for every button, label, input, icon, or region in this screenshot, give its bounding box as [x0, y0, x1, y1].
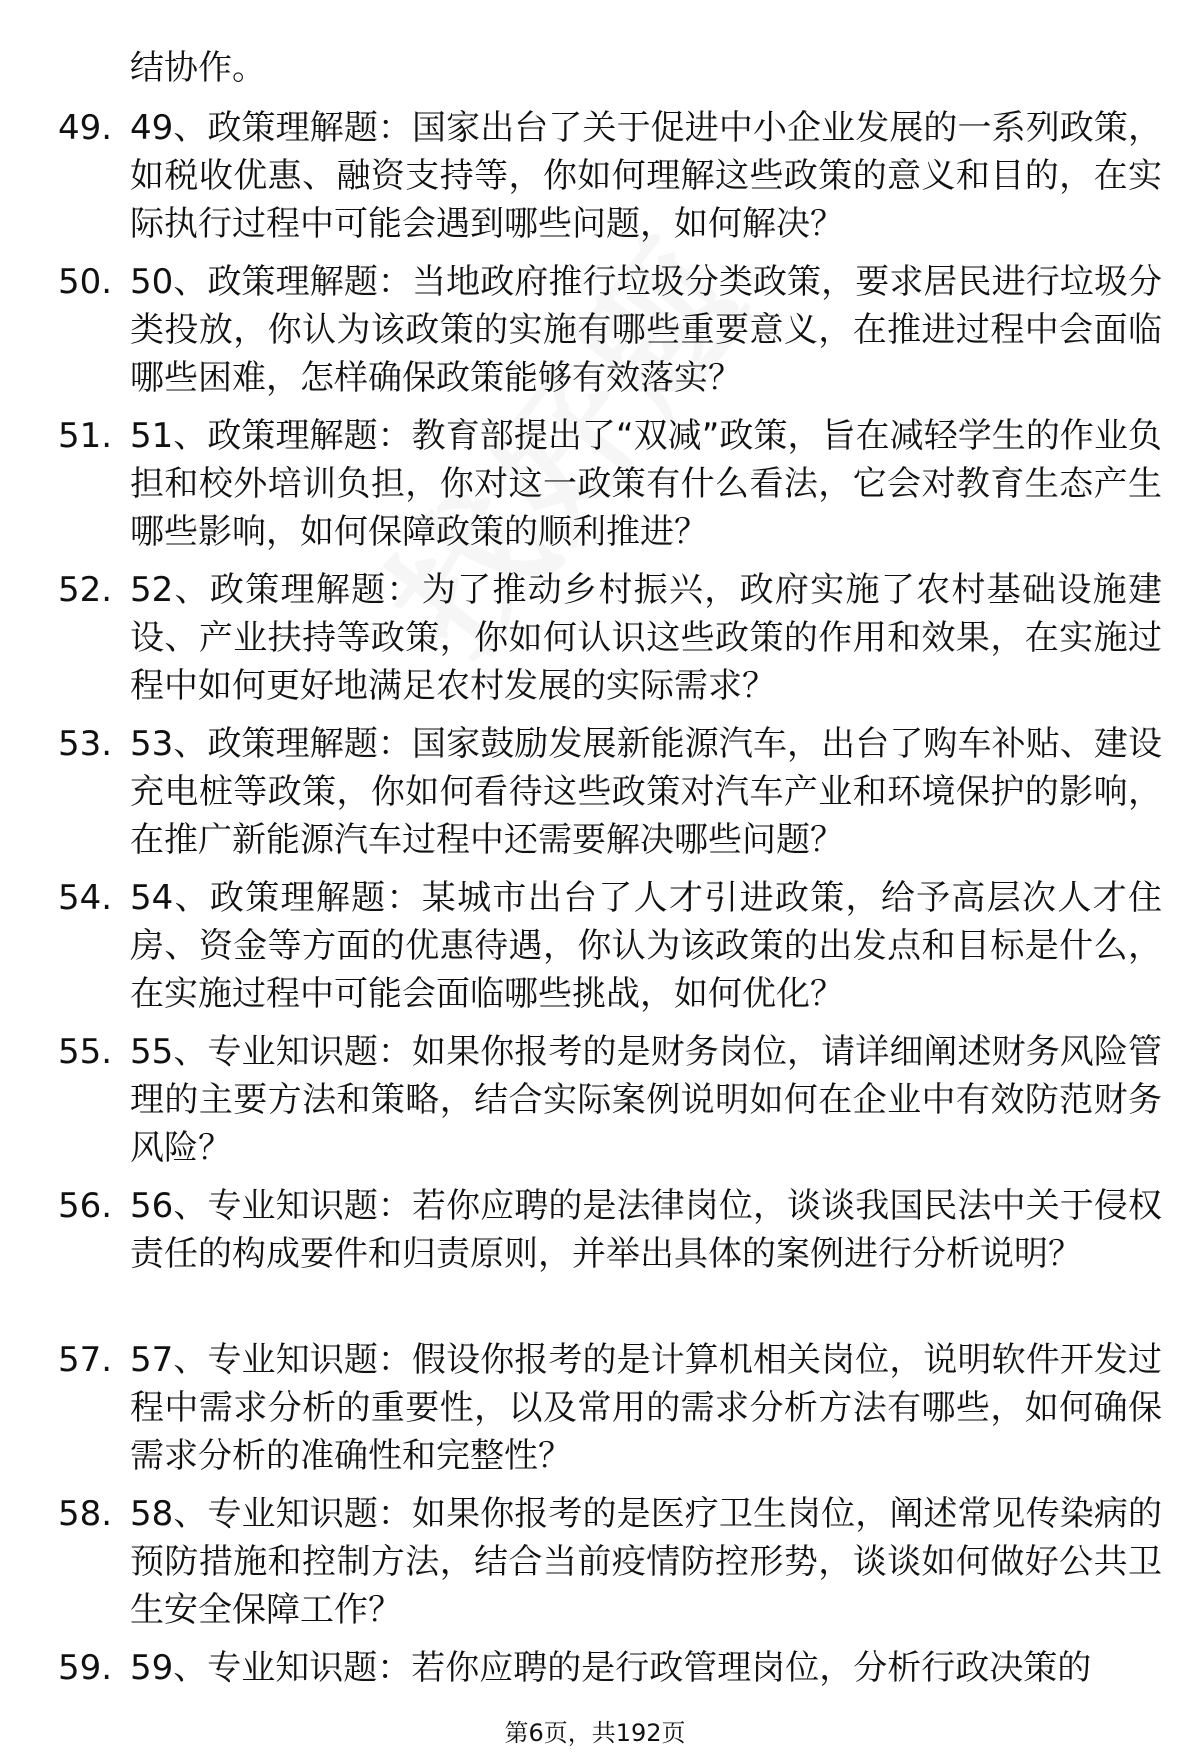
item-number: 58. [58, 1494, 113, 1534]
item-number: 52. [58, 570, 113, 610]
page-footer: 第6页，共192页 [504, 1719, 686, 1747]
item-text: 55、专业知识题：如果你报考的是财务岗位，请详细阐述财务风险管理的主要方法和策略，结合实际案例说明如何在企业中有效防范财务风险？ [130, 1032, 1162, 1168]
item-text: 58、专业知识题：如果你报考的是医疗卫生岗位，阐述常见传染病的预防措施和控制方法，结合当前疫情防控形势，谈谈如何做好公共卫生安全保障工作？ [130, 1494, 1162, 1630]
item-text: 56、专业知识题：若你应聘的是法律岗位，谈谈我国民法中关于侵权责任的构成要件和归责原则，并举出具体的案例进行分析说明？ [130, 1186, 1162, 1274]
item-text: 59、专业知识题：若你应聘的是行政管理岗位，分析行政决策的 [130, 1648, 1092, 1688]
item-text: 54、政策理解题：某城市出台了人才引进政策，给予高层次人才住房、资金等方面的优惠待遇，你认为该政策的出发点和目标是什么，在实施过程中可能会面临哪些挑战，如何优化？ [130, 878, 1162, 1014]
item-number: 59. [58, 1648, 113, 1688]
item-number: 50. [58, 262, 113, 302]
item-number: 54. [58, 878, 113, 918]
item-number: 55. [58, 1032, 113, 1072]
item-text: 57、专业知识题：假设你报考的是计算机相关岗位，说明软件开发过程中需求分析的重要性，以及常用的需求分析方法有哪些，如何确保需求分析的准确性和完整性？ [130, 1340, 1162, 1476]
continuation-text: 结协作。 [130, 48, 266, 88]
item-text: 50、政策理解题：当地政府推行垃圾分类政策，要求居民进行垃圾分类投放，你认为该政策的实施有哪些重要意义，在推进过程中会面临哪些困难，怎样确保政策能够有效落实？ [130, 262, 1162, 398]
item-text: 51、政策理解题：教育部提出了“双减”政策，旨在减轻学生的作业负担和校外培训负担，你对这一政策有什么看法，它会对教育生态产生哪些影响，如何保障政策的顺利推进？ [130, 416, 1162, 552]
item-number: 56. [58, 1186, 113, 1226]
item-number: 51. [58, 416, 113, 456]
item-text: 52、政策理解题：为了推动乡村振兴，政府实施了农村基础设施建设、产业扶持等政策，你如何认识这些政策的作用和效果，在实施过程中如何更好地满足农村发展的实际需求？ [130, 570, 1162, 706]
item-text: 53、政策理解题：国家鼓励发展新能源汽车，出台了购车补贴、建设充电桩等政策，你如何看待这些政策对汽车产业和环境保护的影响，在推广新能源汽车过程中还需要解决哪些问题？ [130, 724, 1162, 860]
item-number: 53. [58, 724, 113, 764]
item-number: 49. [58, 108, 113, 148]
item-number: 57. [58, 1340, 113, 1380]
item-text: 49、政策理解题：国家出台了关于促进中小企业发展的一系列政策，如税收优惠、融资支持等，你如何理解这些政策的意义和目的，在实际执行过程中可能会遇到哪些问题，如何解决？ [130, 108, 1162, 244]
